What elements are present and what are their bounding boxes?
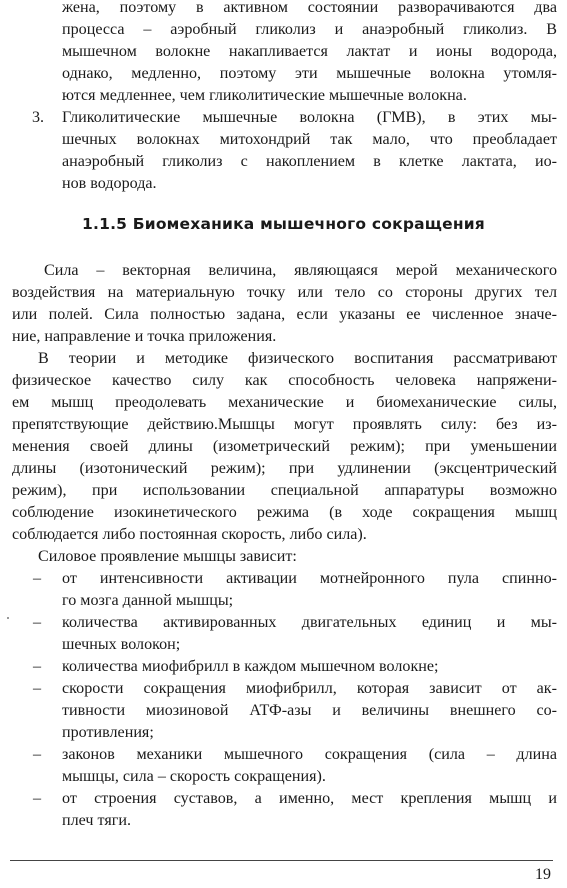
text-line: воздействия на материальную точку или тело со стороны других тел xyxy=(12,284,557,301)
text-line: плеч тяги. xyxy=(62,812,131,829)
footer-rule xyxy=(10,860,553,861)
text-line: тивности миозиновой АТФ-азы и величины внешнего со- xyxy=(62,702,557,719)
text-line: или полей. Сила полностью задана, если указаны ее численное значе- xyxy=(12,306,557,323)
text-line: ем мышц преодолевать механические и биомеханические силы, xyxy=(12,394,557,411)
list-intro: Силовое проявление мышцы зависит: xyxy=(38,548,297,565)
text-line: количества миофибрилл в каждом мышечном волокне; xyxy=(62,658,439,675)
text-line: однако, медленно, поэтому эти мышечные волокна утомля- xyxy=(62,65,557,82)
text-line: го мозга данной мышцы; xyxy=(62,592,234,609)
text-line: шечных волокнах митохондрий так мало, что преобладает xyxy=(62,131,557,148)
text-line: противления; xyxy=(62,724,154,741)
text-line: препятствующие действию.Мышцы могут проявлять силу: без из- xyxy=(12,416,557,433)
text-line: жена, поэтому в активном состоянии разворачиваются два xyxy=(62,0,557,16)
text-line: мышцы, сила – скорость сокращения). xyxy=(62,768,326,785)
text-line: ются медленнее, чем гликолитические мышечные волокна. xyxy=(62,87,467,104)
text-line: количества активированных двигательных единиц и мы- xyxy=(62,614,557,631)
text-line: от интенсивности активации мотнейронного пула спинно- xyxy=(62,570,557,587)
scan-speck xyxy=(7,617,9,619)
text-line: анаэробный гликолиз с накоплением в клетке лактата, ио- xyxy=(62,153,557,170)
section-heading: 1.1.5 Биомеханика мышечного сокращения xyxy=(82,215,485,233)
dash-marker: – xyxy=(33,570,42,587)
text-line: соблюдение изокинетического режима (в ходе сокращения мышц xyxy=(12,504,557,521)
text-line: мышечном волокне накапливается лактат и ионы водорода, xyxy=(62,43,557,60)
text-line: длины (изотонический режим); при удлинении (эксцентрический xyxy=(12,460,557,477)
text-line: менения своей длины (изометрический режим); при уменьшении xyxy=(12,438,557,455)
text-line: шечных волокон; xyxy=(62,636,181,653)
page-number: 19 xyxy=(535,866,551,883)
dash-marker: – xyxy=(33,614,42,631)
text-line: физическое качество силу как способность человека напряжени- xyxy=(12,372,557,389)
text-line: законов механики мышечного сокращения (сила – длина xyxy=(62,746,557,763)
dash-marker: – xyxy=(33,746,42,763)
text-line: Сила – векторная величина, являющаяся мерой механического xyxy=(44,262,557,279)
text-line: от строения суставов, а именно, мест крепления мышц и xyxy=(62,790,557,807)
text-line: режим), при использовании специальной аппаратуры возможно xyxy=(12,482,557,499)
dash-marker: – xyxy=(33,658,42,675)
dash-marker: – xyxy=(33,680,42,697)
text-line: ние, направление и точка приложения. xyxy=(12,328,277,345)
text-line: В теории и методике физического воспитания рассматривают xyxy=(38,350,557,367)
text-line: соблюдается либо постоянная скорость, либо сила). xyxy=(12,526,367,543)
list-number: 3. xyxy=(32,109,45,126)
text-line: нов водорода. xyxy=(62,175,157,192)
text-line: Гликолитические мышечные волокна (ГМВ), в этих мы- xyxy=(62,109,557,126)
dash-marker: – xyxy=(33,790,42,807)
text-line: процесса – аэробный гликолиз и анаэробный гликолиз. В xyxy=(62,21,557,38)
text-line: скорости сокращения миофибрилл, которая зависит от ак- xyxy=(62,680,557,697)
